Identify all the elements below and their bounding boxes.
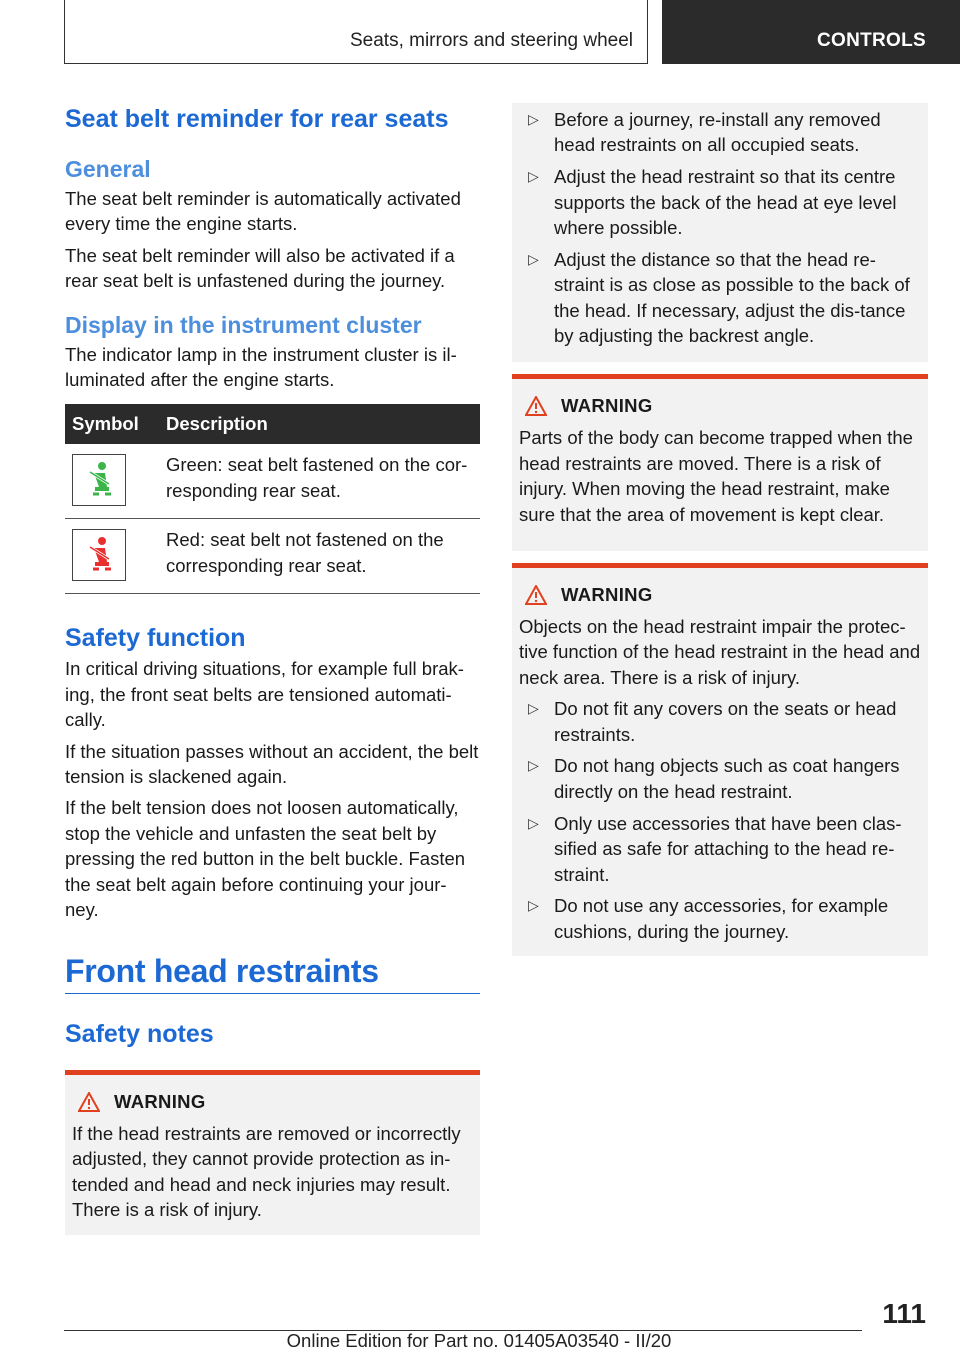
triangle-bullet-icon: ▷ (528, 111, 539, 127)
general-paragraph-2: The seat belt reminder will also be activated if a rear seat belt is unfastened during the journey. (65, 244, 455, 292)
safety-paragraph-1: In critical driving situations, for example full brak-ing, the front seat belts are tensioned automati-cally. (65, 658, 464, 731)
chapter-header (64, 0, 648, 64)
edition-note: Online Edition for Part no. 01405A03540 - II/20 (286, 1330, 672, 1351)
heading-front-head-restraints: Front head restraints (65, 952, 379, 989)
triangle-bullet-icon: ▷ (528, 757, 539, 774)
safety-paragraph-2: If the situation passes without an accident, the belt tension is slackened again. (65, 740, 479, 788)
list-item: ▷ Only use accessories that have been clas-sified as safe for attaching to the head re-straint. (528, 812, 902, 885)
list-item: ▷ Adjust the head restraint so that its centre supports the back of the head at eye level where possible. (528, 166, 897, 239)
heading-safety-notes: Safety notes (65, 1020, 214, 1048)
page-number: 111 (882, 1298, 926, 1329)
warning-triangle-icon (78, 1092, 100, 1112)
triangle-bullet-icon: ▷ (528, 897, 539, 914)
list-item: ▷ Do not use any accessories, for example cushions, during the journey. (528, 895, 889, 942)
general-paragraph-1: The seat belt reminder is automatically activated every time the engine starts. (65, 188, 461, 235)
heading-seat-belt-reminder: Seat belt reminder for rear seats (65, 105, 449, 133)
table-row (65, 519, 480, 594)
symbol-table (65, 404, 480, 594)
table-header-symbol: Symbol (65, 404, 159, 444)
safety-paragraph-3: If the belt tension does not loosen automatically, stop the vehicle and unfasten the seat belt by pressing the red button in the belt buckle. Fasten the seat belt again before continuing your jour-ney. (65, 797, 466, 921)
warning-triangle-icon (525, 585, 547, 605)
heading-safety-function: Safety function (65, 624, 246, 653)
bullet-box (512, 103, 928, 362)
warning-text: If the head restraints are removed or incorrectly adjusted, they cannot provide protection as in-tended and head and neck injuries may result. There is a risk of injury. (72, 1123, 461, 1221)
triangle-bullet-icon: ▷ (528, 814, 539, 831)
list-item: ▷ Before a journey, re-install any removed head restraints on all occupied seats. (528, 109, 881, 156)
row-description-red: Red: seat belt not fastened on the corresponding rear seat. (159, 519, 480, 594)
chapter-title: Seats, mirrors and steering wheel (349, 30, 633, 51)
warning-box (65, 1070, 480, 1235)
warning-text: Objects on the head restraint impair the protec-tive function of the head restraint in the head and neck area. There is a risk of injury. (519, 616, 921, 688)
warning-box (512, 374, 928, 551)
display-paragraph: The indicator lamp in the instrument cluster is il-luminated after the engine starts. (65, 343, 457, 391)
warning-title: WARNING (561, 395, 653, 417)
left-column (65, 100, 480, 1235)
seatbelt-red-icon (72, 529, 126, 581)
heading-display-cluster: Display in the instrument cluster (65, 311, 422, 338)
right-column (512, 103, 928, 956)
warning-text: Parts of the body can become trapped when the head restraints are moved. There is a risk of injury. When moving the head restraint, make sure that the area of movement is kept clear. (519, 427, 913, 525)
list-item: ▷ Do not fit any covers on the seats or head restraints. (528, 698, 897, 745)
seatbelt-green-icon (72, 454, 126, 506)
section-tab-label: CONTROLS (816, 30, 926, 51)
triangle-bullet-icon: ▷ (528, 250, 539, 267)
heading-general: General (65, 156, 151, 182)
section-tab (662, 0, 960, 64)
table-row (65, 444, 480, 519)
row-description-green: Green: seat belt fastened on the cor-responding rear seat. (159, 444, 480, 519)
list-item: ▷ Adjust the distance so that the head re-straint is as close as possible to the back of the head. If necessary, adjust the dis-tance by adjusting the backrest angle. (528, 248, 910, 347)
list-item: ▷ Do not hang objects such as coat hangers directly on the head restraint. (528, 755, 900, 802)
warning-triangle-icon (525, 396, 547, 416)
triangle-bullet-icon: ▷ (528, 700, 539, 717)
table-header-description: Description (159, 404, 480, 444)
warning-box (512, 563, 928, 956)
warning-title: WARNING (561, 584, 653, 606)
warning-title: WARNING (114, 1091, 206, 1112)
triangle-bullet-icon: ▷ (528, 168, 539, 185)
